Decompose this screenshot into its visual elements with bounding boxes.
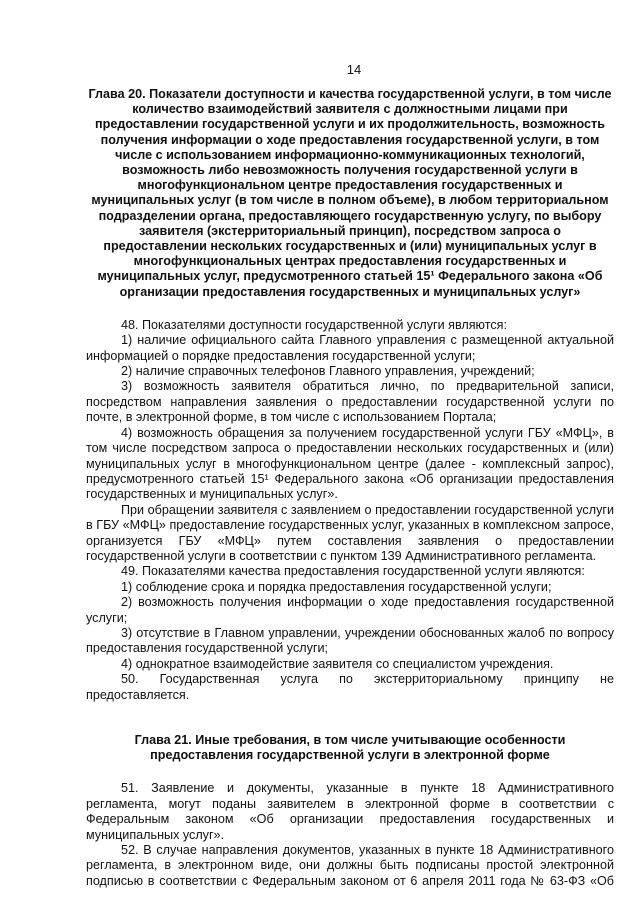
paragraph-49-item-4: 4) однократное взаимодействие заявителя со специалистом учреждения. xyxy=(121,656,554,671)
paragraph-49-item-3: 3) отсутствие в Главном управлении, учреждении обоснованных жалоб по вопросу предоставления государственной услуги; xyxy=(86,625,614,656)
paragraph-48: 48. Показателями доступности государственной услуги являются: xyxy=(121,317,507,332)
paragraph-52: 52. В случае направления документов, указанных в пункте 18 Административного регламента, в электронном виде, они должны быть подписаны простой электронной подписью в соответствии с Федеральным законом от 6 апреля 2011 года № 63-ФЗ «Об xyxy=(86,843,614,888)
chapter-21-body xyxy=(86,781,614,889)
paragraph-49-item-1: 1) соблюдение срока и порядка предоставления государственной услуги; xyxy=(121,579,552,594)
paragraph-48-item-2: 2) наличие справочных телефонов Главного управления, учреждений; xyxy=(121,364,535,379)
paragraph-49-item-2: 2) возможность получения информации о ходе предоставления государственной услуги; xyxy=(86,595,614,625)
paragraph-48-item-4: 4) возможность обращения за получением государственной услуги ГБУ «МФЦ», в том числе посредством запроса о предоставлении нескольких государственных и (или) муниципальных услуг в многофункциональном центре (далее - комплексный запрос), предусмотренного статьей 15¹ Федерального закона «Об организации предоставления государственных и муниципальных услуг». xyxy=(86,425,614,502)
chapter-20-heading: Глава 20. Показатели доступности и качества государственной услуги, в том числе количество взаимодействий заявителя с должностными лицами при предоставлении государственной услуги и их продолжительность, возможность получения информации о ходе предоставления государственной услуги, в том числе с использованием информационно-коммуникационных технологий, возможность либо невозможность получения государственной услуги в многофункциональном центре предоставления государственных и муниципальных услуг (в том числе в полном объеме), в любом территориальном подразделении органа, предоставляющего государственную услугу, по выбору заявителя (экстерриториальный принцип), посредством запроса о предоставлении нескольких государственных и (или) муниципальных услуг в многофункциональных центрах предоставления государственных и муниципальных услуг, предусмотренного статьей 15¹ Федерального закона «Об организации предоставления государственных и муниципальных услуг» xyxy=(88,87,612,299)
paragraph-48-item-3: 3) возможность заявителя обратиться лично, по предварительной записи, посредством направления заявления о предоставлении государственной услуги по почте, в электронной форме, в том числе с использованием Портала; xyxy=(86,379,614,425)
chapter-20-body xyxy=(86,318,614,703)
paragraph-50: 50. Государственная услуга по экстерриториальному принципу не предоставляется. xyxy=(86,672,614,702)
paragraph-48-item-1: 1) наличие официального сайта Главного управления с размещенной актуальной информацией о порядке предоставления государственной услуги; xyxy=(86,333,614,363)
paragraph-complex-request: При обращении заявителя с заявлением о предоставлении государственной услуги в ГБУ «МФЦ» предоставление государственных услуг, указанных в комплексном запросе, организуется ГБУ «МФЦ» путем составления заявления о предоставлении государственной услуги в соответствии с пунктом 139 Административного регламента. xyxy=(86,502,614,563)
page-number: 14 xyxy=(346,62,362,77)
paragraph-49: 49. Показателями качества предоставления государственной услуги являются: xyxy=(121,564,585,579)
paragraph-51: 51. Заявление и документы, указанные в пункте 18 Административного регламента, могут поданы заявителем в электронной форме в соответствии с Федеральным законом «Об организации предоставления государственных и муниципальных услуг». xyxy=(86,781,614,842)
chapter-21-heading: Глава 21. Иные требования, в том числе учитывающие особенности предоставления государственной услуги в электронной форме xyxy=(134,733,566,763)
